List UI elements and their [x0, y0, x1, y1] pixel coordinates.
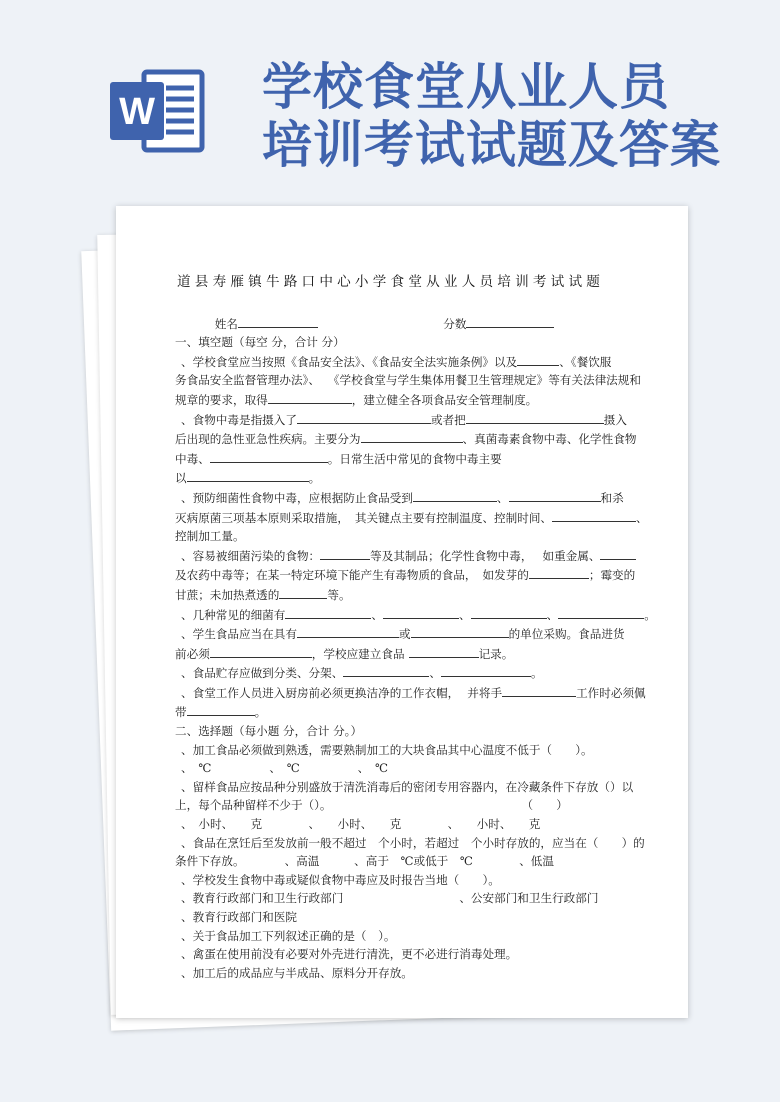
text: 。 — [530, 666, 543, 681]
text: 及农药中毒等；在某一特定环境下能产生有毒物质的食品， — [175, 568, 477, 583]
text: 、 — [496, 490, 509, 505]
text: 、食物中毒是指摄入了 — [181, 412, 297, 427]
name-score-row — [175, 314, 637, 334]
fill-q8-line2 — [175, 702, 637, 722]
blank[interactable] — [297, 624, 399, 638]
fill-q4-line2 — [175, 565, 637, 585]
fill-q4-line3 — [175, 585, 637, 605]
text: 中毒、 — [175, 451, 210, 466]
text: ，学校应建立食品 — [311, 646, 405, 661]
blank[interactable] — [466, 410, 604, 424]
blank[interactable] — [529, 565, 589, 579]
blank[interactable] — [268, 390, 352, 404]
text: 、预防细菌性食物中毒，应根据防止食品受到 — [181, 490, 413, 505]
word-document-icon — [108, 68, 208, 154]
text: 、学生食品应当在具有 — [181, 627, 297, 642]
blank[interactable] — [517, 352, 559, 366]
answer-bracket: （ ） — [521, 798, 568, 813]
text: 、《餐饮服 — [559, 354, 612, 369]
text: 如发芽的 — [482, 568, 529, 583]
name-label: 姓名 — [214, 316, 238, 331]
section-2-heading: 二、选择题（每小题 分，合计 分。） — [175, 724, 363, 739]
text: 灭病原菌三项基本原则采取措施， — [175, 510, 349, 525]
blank[interactable] — [509, 488, 601, 502]
text: 、真菌毒素食物中毒、化学性食物 — [462, 432, 637, 447]
choice-q5-option-1: 、禽蛋在使用前没有必要对外壳进行清洗，更不必进行消毒处理。 — [181, 947, 518, 962]
blank[interactable] — [210, 449, 328, 463]
blank[interactable] — [210, 644, 312, 658]
choice-q4-options — [175, 889, 637, 908]
blank[interactable] — [187, 702, 255, 716]
text: 等及其制品；化学性食物中毒， — [370, 548, 533, 563]
word-icon-letter: W — [119, 91, 155, 133]
text: 、 — [636, 510, 648, 525]
options: 、高温 、高于 ℃或低于 ℃ 、低温 — [284, 854, 554, 869]
blank[interactable] — [320, 546, 370, 560]
choice-q3-line2 — [175, 852, 637, 871]
text: 以 — [175, 471, 187, 486]
choice-q2-line1: 、留样食品应按品种分别盛放于清洗消毒后的密闭专用容器内，在冷藏条件下存放（）以 — [181, 779, 634, 794]
text: 带 — [175, 705, 187, 720]
fill-q4-line1 — [175, 546, 637, 566]
text: 、食堂工作人员进入厨房前必须更换洁净的工作衣帽， — [181, 685, 460, 700]
text: 或 — [398, 627, 411, 642]
text: 前必须 — [175, 646, 210, 661]
blank[interactable] — [502, 683, 576, 697]
fill-q3-line1 — [175, 488, 637, 508]
blank[interactable] — [187, 468, 309, 482]
text: 后出现的急性亚急性疾病。主要分为 — [175, 432, 361, 447]
text: 。日常生活中常见的食物中毒主要 — [327, 451, 502, 466]
text: 、容易被细菌污染的食物： — [181, 548, 321, 563]
text: 务食品安全监督管理办法》、 — [175, 373, 320, 388]
text: 、学校食堂应当按照《食品安全法》、《食品安全法实施条例》以及 — [181, 354, 518, 369]
fill-q3-line2 — [175, 508, 648, 528]
blank[interactable] — [600, 546, 636, 560]
document-title: 道县寿雁镇牛路口中心小学食堂从业人员培训考试试题 — [177, 274, 605, 290]
fill-q2-line3 — [175, 449, 637, 469]
fill-q2-line4 — [175, 468, 637, 488]
choice-q4-text: 、学校发生食物中毒或疑似食物中毒应及时报告当地（ ）。 — [181, 872, 500, 887]
choice-q1-options: 、 ℃ 、 ℃ 、 ℃ — [181, 761, 389, 776]
fill-q1-line2 — [175, 371, 641, 390]
fill-q3-line3: 控制加工量。 — [175, 529, 245, 544]
banner-title-line-1: 学校食堂从业人员 — [262, 58, 670, 116]
text: 、 — [546, 607, 559, 622]
fill-q8-line1 — [175, 683, 646, 703]
name-field[interactable] — [238, 314, 318, 328]
text: 其关键点主要有控制温度、控制时间、 — [354, 510, 553, 525]
choice-q2-line2 — [175, 796, 637, 815]
text: 、几种常见的细菌有 — [181, 607, 286, 622]
banner-title — [262, 58, 721, 174]
score-field[interactable] — [466, 314, 554, 328]
choice-q3-line1: 、食品在烹饪后至发放前一般不超过 个小时，若超过 个小时存放的，应当在（ ）的 — [181, 835, 645, 850]
text: 《学校食堂与学生集体用餐卫生管理规定》等有关法律法规和 — [327, 373, 641, 388]
text: 或者把 — [430, 412, 466, 427]
fill-q6-line2 — [175, 644, 637, 664]
fill-q5-line1 — [175, 605, 656, 625]
text: 记录。 — [478, 646, 514, 661]
text: ，建立健全各项食品安全管理制度。 — [351, 392, 538, 407]
blank[interactable] — [285, 605, 371, 619]
blank[interactable] — [383, 605, 459, 619]
text: 条件下存放。 — [175, 854, 245, 869]
text: ；霉变的 — [588, 568, 636, 583]
choice-q5-text: 、关于食品加工下列叙述正确的是（ ）。 — [181, 928, 396, 943]
blank[interactable] — [471, 605, 547, 619]
text: 。 — [644, 607, 656, 622]
fill-q6-line1 — [175, 624, 637, 644]
blank[interactable] — [441, 663, 531, 677]
option: 、公安部门和卫生行政部门 — [459, 891, 599, 906]
text: 。 — [254, 705, 267, 720]
choice-q5-option-2: 、加工后的成品应与半成品、原料分开存放。 — [181, 965, 413, 980]
fill-q2-line2 — [175, 429, 637, 449]
text: 和杀 — [600, 490, 624, 505]
blank[interactable] — [552, 508, 636, 522]
fill-q2-line1 — [175, 410, 637, 430]
section-1-heading: 一、填空题（每空 分，合计 分） — [175, 335, 345, 350]
text: 摄入 — [603, 412, 627, 427]
text: 并将手 — [467, 685, 503, 700]
text: 、 — [429, 666, 441, 681]
blank[interactable] — [411, 624, 509, 638]
fill-q7-line1 — [175, 663, 637, 683]
banner-title-line-2: 培训考试试题及答案 — [262, 116, 721, 174]
blank[interactable] — [297, 410, 431, 424]
choice-q2-options: 、 小时、 克 、 小时、 克 、 小时、 克 — [181, 817, 541, 832]
text: 、 — [371, 607, 383, 622]
text: 等。 — [327, 587, 351, 602]
text: 如重金属、 — [542, 548, 601, 563]
document-body — [175, 273, 656, 982]
text: 工作时必须佩 — [576, 685, 646, 700]
text: 。 — [308, 471, 321, 486]
document-page[interactable] — [116, 206, 688, 1018]
choice-q4-option-3: 、教育行政部门和医院 — [181, 910, 297, 924]
text: 、食品贮存应做到分类、分架、 — [181, 666, 344, 681]
fill-q1-line3 — [175, 390, 637, 410]
option: 、教育行政部门和卫生行政部门 — [181, 891, 344, 906]
text: 规章的要求，取得 — [175, 392, 268, 407]
blank[interactable] — [343, 663, 429, 677]
fill-q1-line1 — [175, 352, 637, 372]
text: 甘蔗；未加热煮透的 — [175, 587, 280, 602]
text: 的单位采购。食品进货 — [508, 627, 625, 642]
text: 、 — [458, 607, 471, 622]
blank[interactable] — [279, 585, 327, 599]
blank[interactable] — [558, 605, 644, 619]
choice-q1-text: 、加工食品必须做到熟透，需要熟制加工的大块食品其中心温度不低于（ ）。 — [181, 742, 593, 757]
blank[interactable] — [361, 429, 463, 443]
blank[interactable] — [409, 644, 479, 658]
blank[interactable] — [413, 488, 497, 502]
text: 上，每个品种留样不少于（）。 — [175, 798, 332, 813]
score-label: 分数 — [443, 316, 467, 331]
